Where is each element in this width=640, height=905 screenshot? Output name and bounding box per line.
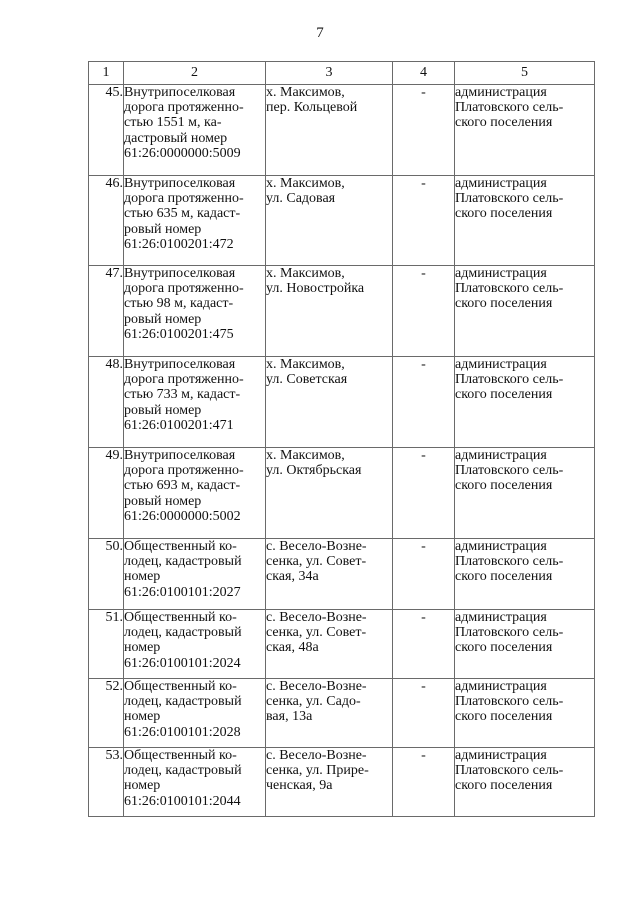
owner-name	[455, 448, 595, 539]
object-description	[124, 679, 266, 748]
owner-name-line: Платовского сель-	[455, 100, 564, 116]
object-description	[124, 610, 266, 679]
object-address-line: ская, 48а	[266, 640, 319, 656]
table-row	[89, 748, 595, 817]
table-row	[89, 266, 595, 357]
object-description-line: 61:26:0100101:2044	[124, 793, 241, 809]
owner-name-line: Платовского сель-	[455, 191, 564, 207]
header-col-5: 5	[455, 62, 595, 85]
object-description-line: ровый номер	[124, 493, 202, 509]
owner-name	[455, 176, 595, 266]
owner-name-line: Платовского сель-	[455, 625, 564, 641]
object-address	[266, 448, 393, 539]
owner-name-line: администрация	[455, 448, 547, 463]
owner-name-line: администрация	[455, 679, 547, 694]
owner-name-line: администрация	[455, 176, 547, 191]
object-address-line: с. Весело-Возне-	[266, 679, 367, 694]
row-number: 51.	[89, 610, 124, 679]
row-number: 50.	[89, 539, 124, 610]
owner-name-line: ского поселения	[455, 709, 553, 725]
object-description-line: лодец, кадастровый	[124, 554, 242, 570]
object-description-line: лодец, кадастровый	[124, 625, 242, 641]
owner-name-line: администрация	[455, 539, 547, 554]
object-address-line: ул. Октябрьская	[266, 463, 362, 479]
table-body	[89, 85, 595, 817]
object-description-line: лодец, кадастровый	[124, 694, 242, 710]
owner-name-line: ского поселения	[455, 115, 553, 131]
object-description-line: 61:26:0100101:2027	[124, 584, 241, 600]
owner-name	[455, 679, 595, 748]
object-description-line: ровый номер	[124, 221, 202, 237]
table-row	[89, 610, 595, 679]
object-address-line: пер. Кольцевой	[266, 100, 358, 116]
object-description	[124, 357, 266, 448]
object-address	[266, 610, 393, 679]
header-col-4: 4	[393, 62, 455, 85]
object-address-line: ская, 34а	[266, 569, 319, 585]
object-description-line: стью 733 м, кадаст-	[124, 387, 241, 403]
table-row	[89, 539, 595, 610]
object-description-line: Внутрипоселковая	[124, 357, 236, 372]
object-description-line: Внутрипоселковая	[124, 176, 236, 191]
object-address-line: х. Максимов,	[266, 266, 345, 281]
object-description-line: 61:26:0000000:5009	[124, 145, 241, 161]
row-number: 47.	[89, 266, 124, 357]
owner-name-line: ского поселения	[455, 387, 553, 403]
object-description-line: дорога протяженно-	[124, 372, 244, 388]
object-address	[266, 748, 393, 817]
object-description-line: Внутрипоселковая	[124, 266, 236, 281]
object-description-line: дорога протяженно-	[124, 100, 244, 116]
object-description	[124, 176, 266, 266]
object-address-line: с. Весело-Возне-	[266, 539, 367, 554]
table-row	[89, 679, 595, 748]
object-address-line: с. Весело-Возне-	[266, 610, 367, 625]
object-description	[124, 85, 266, 176]
object-description-line: Общественный ко-	[124, 610, 237, 625]
object-description-line: Общественный ко-	[124, 679, 237, 694]
col4-value: -	[393, 448, 455, 539]
owner-name-line: Платовского сель-	[455, 372, 564, 388]
table-row	[89, 176, 595, 266]
object-description-line: лодец, кадастровый	[124, 763, 242, 779]
object-address-line: х. Максимов,	[266, 85, 345, 100]
owner-name	[455, 357, 595, 448]
col4-value: -	[393, 748, 455, 817]
object-description-line: 61:26:0000000:5002	[124, 508, 241, 524]
col4-value: -	[393, 610, 455, 679]
object-description-line: ровый номер	[124, 311, 202, 327]
object-description-line: 61:26:0100101:2024	[124, 655, 241, 671]
object-description-line: дастровый номер	[124, 130, 228, 146]
col4-value: -	[393, 679, 455, 748]
owner-name-line: ского поселения	[455, 778, 553, 794]
object-description-line: 61:26:0100101:2028	[124, 724, 241, 740]
owner-name	[455, 610, 595, 679]
object-description	[124, 748, 266, 817]
page-number: 7	[316, 25, 324, 41]
col4-value: -	[393, 266, 455, 357]
object-address	[266, 176, 393, 266]
owner-name-line: администрация	[455, 748, 547, 763]
object-description-line: Внутрипоселковая	[124, 85, 236, 100]
object-description-line: дорога протяженно-	[124, 463, 244, 479]
col4-value: -	[393, 176, 455, 266]
object-description-line: номер	[124, 640, 161, 656]
owner-name	[455, 539, 595, 610]
object-address-line: ченская, 9а	[266, 778, 333, 794]
header-col-3: 3	[266, 62, 393, 85]
row-number: 49.	[89, 448, 124, 539]
object-address	[266, 539, 393, 610]
object-description-line: стью 1551 м, ка-	[124, 115, 222, 131]
object-address-line: х. Максимов,	[266, 176, 345, 191]
object-address-line: ул. Новостройка	[266, 281, 365, 297]
object-address-line: х. Максимов,	[266, 357, 345, 372]
object-description-line: номер	[124, 709, 161, 725]
object-description-line: Внутрипоселковая	[124, 448, 236, 463]
col4-value: -	[393, 85, 455, 176]
owner-name-line: Платовского сель-	[455, 694, 564, 710]
object-description	[124, 266, 266, 357]
owner-name-line: администрация	[455, 266, 547, 281]
object-address	[266, 679, 393, 748]
object-description	[124, 539, 266, 610]
object-address-line: сенка, ул. Совет-	[266, 625, 367, 641]
owner-name	[455, 748, 595, 817]
row-number: 45.	[89, 85, 124, 176]
owner-name-line: Платовского сель-	[455, 463, 564, 479]
object-description-line: дорога протяженно-	[124, 281, 244, 297]
object-address-line: с. Весело-Возне-	[266, 748, 367, 763]
object-address-line: ул. Советская	[266, 372, 348, 388]
object-address-line: х. Максимов,	[266, 448, 345, 463]
owner-name-line: администрация	[455, 610, 547, 625]
object-address	[266, 85, 393, 176]
object-description-line: ровый номер	[124, 402, 202, 418]
object-description-line: стью 635 м, кадаст-	[124, 206, 241, 222]
owner-name-line: Платовского сель-	[455, 554, 564, 570]
object-description-line: Общественный ко-	[124, 748, 237, 763]
object-address-line: сенка, ул. Садо-	[266, 694, 361, 710]
table-row	[89, 357, 595, 448]
object-description-line: стью 693 м, кадаст-	[124, 478, 241, 494]
row-number: 53.	[89, 748, 124, 817]
object-description-line: 61:26:0100201:475	[124, 326, 234, 342]
owner-name	[455, 266, 595, 357]
row-number: 46.	[89, 176, 124, 266]
header-col-1: 1	[89, 62, 124, 85]
owner-name	[455, 85, 595, 176]
object-address-line: ул. Садовая	[266, 191, 336, 207]
object-address-line: сенка, ул. Совет-	[266, 554, 367, 570]
row-number: 52.	[89, 679, 124, 748]
owner-name-line: администрация	[455, 357, 547, 372]
table-row	[89, 448, 595, 539]
object-address	[266, 266, 393, 357]
object-description-line: 61:26:0100201:471	[124, 417, 234, 433]
table-row	[89, 85, 595, 176]
object-address-line: сенка, ул. Прире-	[266, 763, 369, 779]
object-address	[266, 357, 393, 448]
object-description-line: номер	[124, 569, 161, 585]
object-description-line: стью 98 м, кадаст-	[124, 296, 234, 312]
owner-name-line: ского поселения	[455, 640, 553, 656]
table-header	[89, 62, 595, 85]
object-address-line: вая, 13а	[266, 709, 313, 725]
row-number: 48.	[89, 357, 124, 448]
owner-name-line: ского поселения	[455, 206, 553, 222]
object-description	[124, 448, 266, 539]
col4-value: -	[393, 357, 455, 448]
owner-name-line: Платовского сель-	[455, 763, 564, 779]
header-col-2: 2	[124, 62, 266, 85]
object-description-line: Общественный ко-	[124, 539, 237, 554]
object-description-line: номер	[124, 778, 161, 794]
owner-name-line: Платовского сель-	[455, 281, 564, 297]
col4-value: -	[393, 539, 455, 610]
owner-name-line: администрация	[455, 85, 547, 100]
registry-table	[88, 61, 595, 817]
owner-name-line: ского поселения	[455, 296, 553, 312]
object-description-line: дорога протяженно-	[124, 191, 244, 207]
owner-name-line: ского поселения	[455, 569, 553, 585]
owner-name-line: ского поселения	[455, 478, 553, 494]
object-description-line: 61:26:0100201:472	[124, 236, 234, 252]
